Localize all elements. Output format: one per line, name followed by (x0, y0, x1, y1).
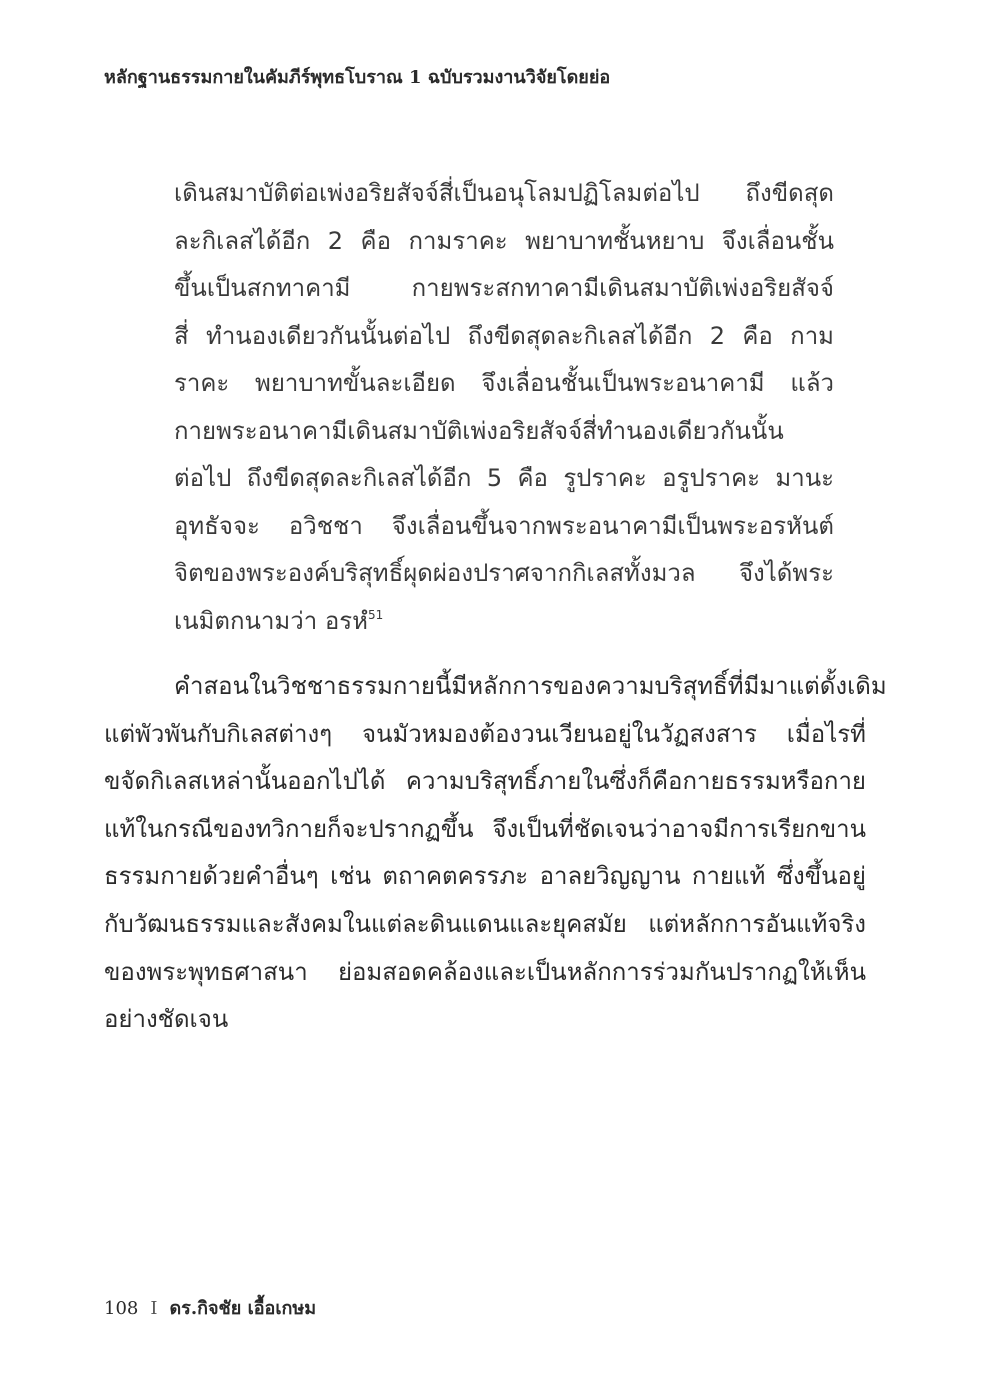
quote-line: ราคะ พยาบาทขั้นละเอียด จึงเลื่อนชั้นเป็นพระอนาคามี แล้ว (174, 369, 834, 397)
page-footer (104, 1293, 316, 1322)
quote-block (174, 170, 834, 645)
footnote-marker[interactable]: 51 (367, 607, 384, 622)
quote-line: จิตของพระองค์บริสุทธิ์ผุดผ่องปราศจากกิเลสทั้งมวล จึงได้พระ (174, 559, 834, 587)
author-name: ดร.กิจชัย เอื้อเกษม (169, 1298, 317, 1319)
quote-line: ละกิเลสได้อีก 2 คือ กามราคะ พยาบาทชั้นหยาบ จึงเลื่อนชั้น (174, 226, 834, 255)
quote-line: อุทธัจจะ อวิชชา จึงเลื่อนขึ้นจากพระอนาคามีเป็นพระอรหันต์ (174, 511, 834, 540)
paragraph-line: ของพระพุทธศาสนา ย่อมสอดคล้องและเป็นหลักการร่วมกันปรากฏให้เห็น (104, 957, 866, 986)
quote-line: ต่อไป ถึงขีดสุดละกิเลสได้อีก 5 คือ รูปราคะ อรูปราคะ มานะ (174, 464, 834, 492)
paragraph-line: อย่างชัดเจน (104, 1005, 229, 1034)
page-number: 108 (104, 1298, 139, 1319)
quote-line: สี่ ทำนองเดียวกันนั้นต่อไป ถึงขีดสุดละกิเลสได้อีก 2 คือ กาม (174, 321, 835, 350)
footer-separator: I (150, 1298, 158, 1319)
paragraph-line: กับวัฒนธรรมและสังคมในแต่ละดินแดนและยุคสมัย แต่หลักการอันแท้จริง (104, 909, 866, 938)
quote-line-text: เนมิตกนามว่า อรหํ (174, 606, 368, 635)
body-paragraph (104, 663, 887, 1044)
paragraph-line: แท้ในกรณีของทวิกายก็จะปรากฏขึ้น จึงเป็นที่ชัดเจนว่าอาจมีการเรียกขาน (104, 814, 866, 843)
paragraph-line: ขจัดกิเลสเหล่านั้นออกไปได้ ความบริสุทธิ์ภายในซึ่งก็คือกายธรรมหรือกาย (104, 767, 866, 796)
quote-line-last (174, 598, 834, 646)
running-header: หลักฐานธรรมกายในคัมภีร์พุทธโบราณ 1 ฉบับรวมงานวิจัยโดยย่อ (104, 67, 611, 88)
paragraph-line: แต่พัวพันกับกิเลสต่างๆ จนมัวหมองต้องวนเวียนอยู่ในวัฏสงสาร เมื่อไรที่ (104, 719, 866, 748)
paragraph-line: ธรรมกายด้วยคำอื่นๆ เช่น ตถาคตครรภะ อาลยวิญญาน กายแท้ ซึ่งขึ้นอยู่ (104, 862, 866, 891)
paragraph-line: คำสอนในวิชชาธรรมกายนี้มีหลักการของความบริสุทธิ์ที่มีมาแต่ดั้งเดิม (174, 672, 887, 700)
quote-line: กายพระอนาคามีเดินสมาบัติเพ่งอริยสัจจ์สี่ทำนองเดียวกันนั้น (174, 416, 784, 445)
quote-line: เดินสมาบัติต่อเพ่งอริยสัจจ์สี่เป็นอนุโลมปฏิโลมต่อไป ถึงขีดสุด (174, 179, 834, 207)
quote-line: ขึ้นเป็นสกทาคามี กายพระสกทาคามีเดินสมาบัติเพ่งอริยสัจจ์ (174, 274, 834, 302)
